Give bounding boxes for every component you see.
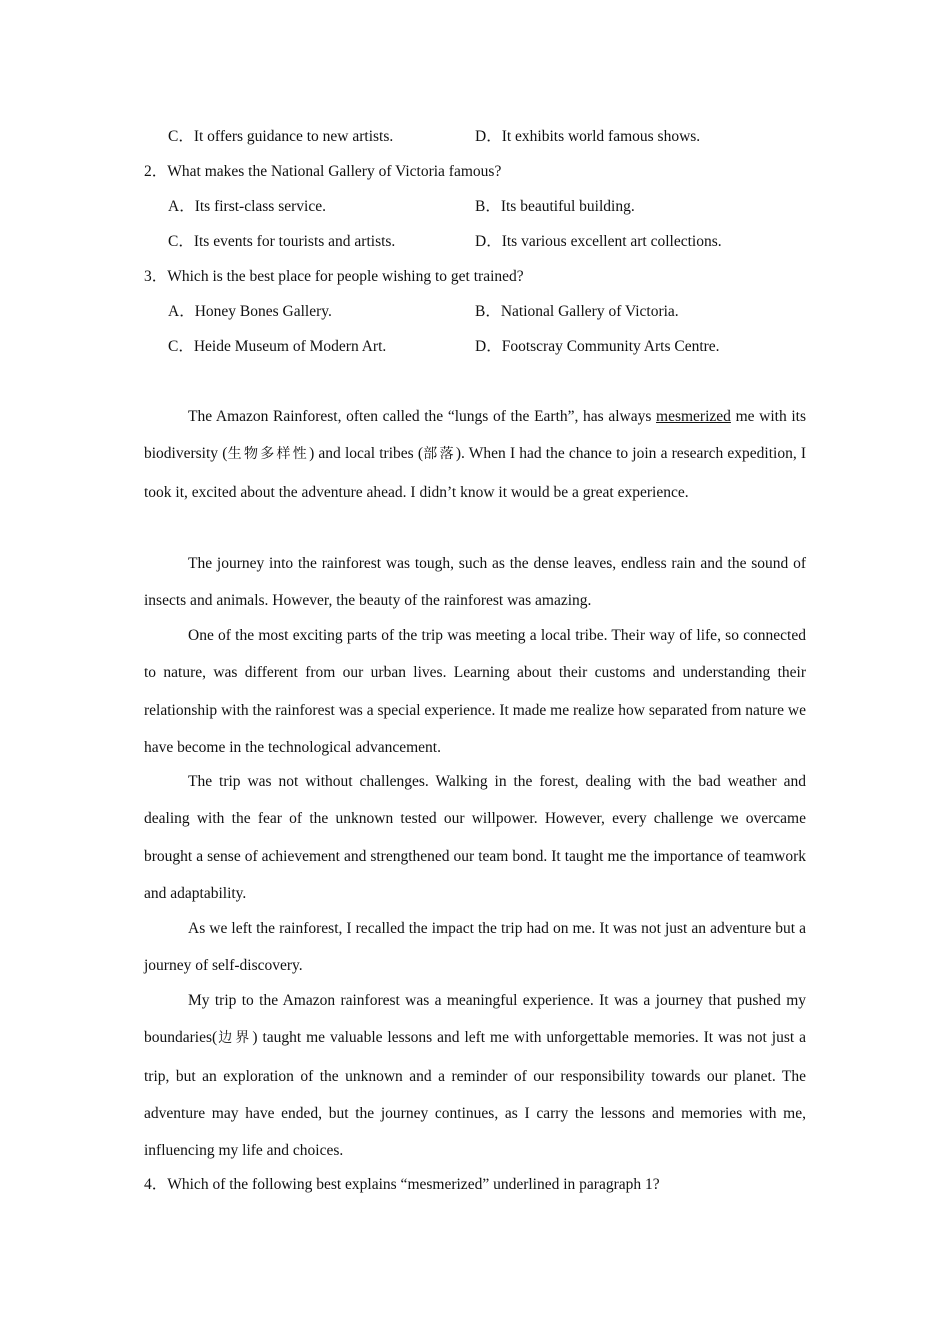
passage-paragraph-6 [144, 982, 806, 1169]
q2-option-d[interactable]: D．Its various excellent art collections. [475, 233, 722, 250]
q1-options-row-cd [168, 126, 808, 148]
underlined-word-mesmerized: mesmerized [656, 408, 731, 425]
passage-paragraph-4: The trip was not without challenges. Walking in the forest, dealing with the bad weather and dealing with the fear of the unknown tested our willpower. However, every challenge we overcame brought a sense of achievement and strengthened our team bond. It taught me the importance of teamwork and adaptability. [144, 773, 806, 902]
q2-stem: 2．What makes the National Gallery of Victoria famous? [144, 163, 502, 180]
passage-paragraph-5: As we left the rainforest, I recalled the impact the trip had on me. It was not just an adventure but a journey of self-discovery. [144, 920, 806, 975]
q2-option-c[interactable]: C．Its events for tourists and artists. [168, 233, 396, 250]
q3-option-c[interactable]: C．Heide Museum of Modern Art. [168, 338, 387, 355]
p1-text-a: The Amazon Rainforest, often called the “lungs of the Earth”, has always [188, 408, 657, 425]
q4-stem: 4．Which of the following best explains “mesmerized” underlined in paragraph 1? [144, 1176, 660, 1193]
q3-option-d[interactable]: D．Footscray Community Arts Centre. [475, 338, 720, 355]
p1-cjk-tribes: 部落 [423, 446, 456, 463]
q3-option-a[interactable]: A．Honey Bones Gallery. [168, 303, 332, 320]
q3-stem: 3．Which is the best place for people wishing to get trained? [144, 268, 524, 285]
q3-options-row-ab [168, 301, 808, 323]
q1-option-c[interactable]: C．It offers guidance to new artists. [168, 128, 394, 145]
q2-option-b[interactable]: B．Its beautiful building. [475, 198, 635, 215]
q2-option-a[interactable]: A．Its first-class service. [168, 198, 326, 215]
q3-options-row-cd [168, 336, 808, 358]
passage-paragraph-1 [144, 398, 806, 511]
q2-options-row-ab [168, 196, 808, 218]
p1-text-c: ) and local tribes ( [309, 445, 423, 463]
passage-paragraph-2: The journey into the rainforest was tough, such as the dense leaves, endless rain and the sound of insects and animals. However, the beauty of the rainforest was amazing. [144, 555, 806, 610]
p1-text-d: ). When I had the chance to join a research expedition, I took it, excited about the adventure ahead. I didn’t know it would be a great experience. [144, 445, 807, 501]
p6-text-b: ) taught me valuable lessons and left me with unforgettable memories. It was not just a trip, but an exploration of the unknown and a reminder of our responsibility towards our planet. The adventure may have ended, but the journey continues, as I carry the lessons and memories with me, influencing my life and choices. [144, 1029, 807, 1160]
passage-paragraph-3: One of the most exciting parts of the trip was meeting a local tribe. Their way of life, so connected to nature, was different from our urban lives. Learning about their customs and understanding their relationship with the rainforest was a special experience. It made me realize how separated from nature we have become in the technological advancement. [144, 627, 806, 756]
p1-text-b: me with its biodiversity ( [144, 408, 806, 463]
q3-option-b[interactable]: B．National Gallery of Victoria. [475, 303, 679, 320]
p6-text-a: My trip to the Amazon rainforest was a meaningful experience. It was a journey that pushed my boundaries( [144, 992, 806, 1047]
p1-cjk-biodiversity: 生物多样性 [227, 446, 310, 463]
p6-cjk-boundaries: 边界 [217, 1030, 253, 1047]
q2-options-row-cd [168, 231, 808, 253]
q1-option-d[interactable]: D．It exhibits world famous shows. [475, 128, 701, 145]
